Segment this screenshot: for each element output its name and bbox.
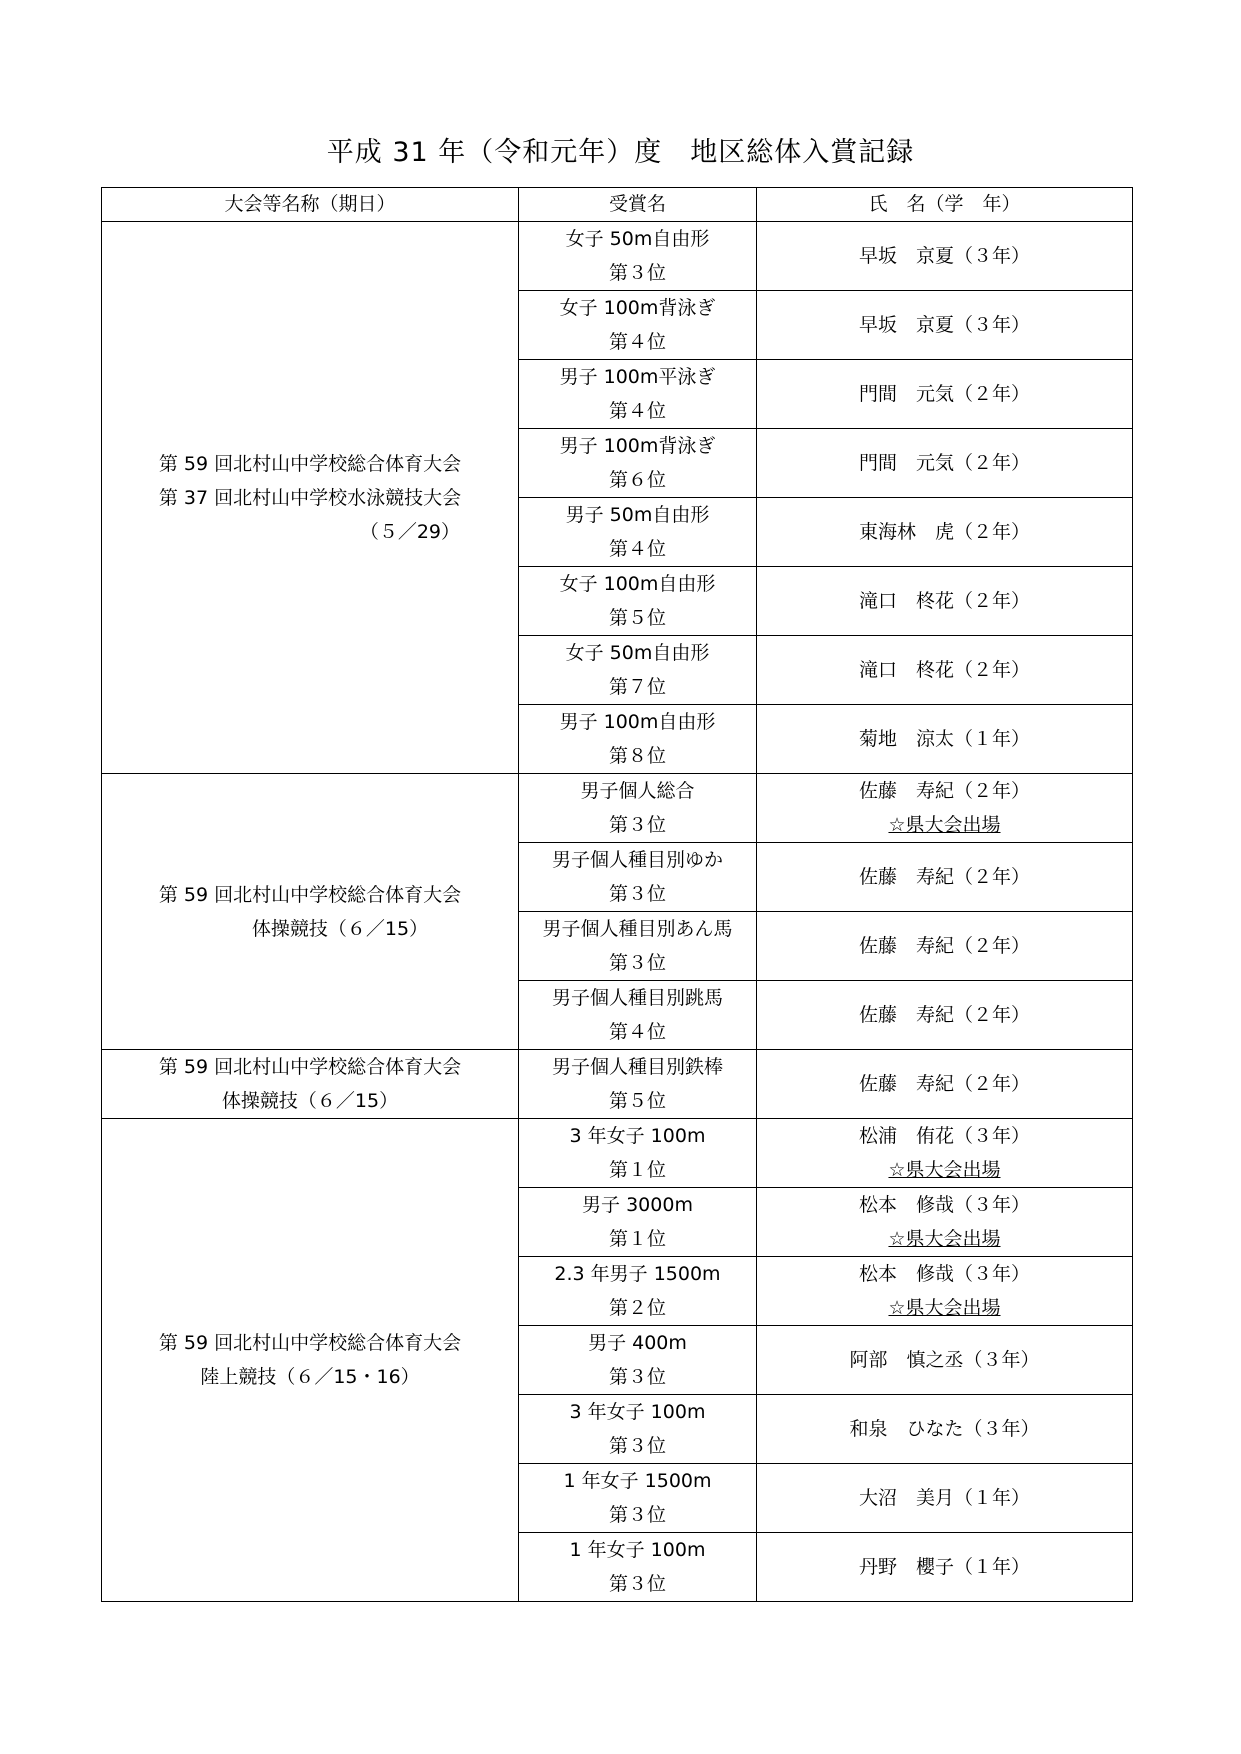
name-cell	[757, 1395, 1133, 1464]
award-rank: 第５位	[608, 607, 666, 629]
name-cell	[757, 705, 1133, 774]
award-event: 男子個人総合	[580, 780, 695, 802]
awards-table	[101, 187, 1133, 1602]
name-cell	[757, 774, 1133, 843]
award-event: 1 年女子 1500m	[563, 1470, 712, 1492]
award-rank: 第３位	[608, 1435, 666, 1457]
student-name: 門間 元気（２年）	[858, 383, 1030, 405]
student-name: 松浦 侑花（３年）	[858, 1125, 1030, 1147]
header-award: 受賞名	[519, 188, 757, 222]
table-row	[102, 1119, 1133, 1188]
name-cell	[757, 636, 1133, 705]
student-name: 松本 修哉（３年）	[858, 1263, 1030, 1285]
name-cell	[757, 1533, 1133, 1602]
award-cell	[519, 222, 757, 291]
student-name: 早坂 京夏（３年）	[858, 314, 1030, 336]
student-name: 佐藤 寿紀（２年）	[858, 1004, 1030, 1026]
award-event: 2.3 年男子 1500m	[554, 1263, 721, 1285]
award-cell	[519, 636, 757, 705]
table-row	[102, 222, 1133, 291]
award-event: 女子 100m自由形	[559, 573, 716, 595]
award-rank: 第４位	[608, 1021, 666, 1043]
table-row	[102, 1050, 1133, 1119]
name-cell	[757, 222, 1133, 291]
event-line: 第 59 回北村山中学校総合体育大会	[158, 1056, 462, 1078]
event-line: 体操競技（６／15）	[221, 1090, 399, 1112]
name-cell	[757, 1326, 1133, 1395]
name-cell	[757, 567, 1133, 636]
award-event: 女子 100m背泳ぎ	[559, 297, 716, 319]
award-cell	[519, 498, 757, 567]
award-cell	[519, 291, 757, 360]
award-event: 3 年女子 100m	[569, 1125, 706, 1147]
event-line: 第 59 回北村山中学校総合体育大会	[158, 883, 462, 906]
award-event: 男子 400m	[588, 1332, 687, 1354]
award-rank: 第３位	[608, 1573, 666, 1595]
award-event: 男子 100m自由形	[559, 711, 716, 733]
award-cell	[519, 1257, 757, 1326]
award-rank: 第１位	[608, 1159, 666, 1181]
award-rank: 第３位	[608, 1504, 666, 1526]
award-cell	[519, 1119, 757, 1188]
award-cell	[519, 912, 757, 981]
award-cell	[519, 1533, 757, 1602]
prefecture-qualifier-note: ☆県大会出場	[888, 1228, 1001, 1250]
name-cell	[757, 1188, 1133, 1257]
student-name: 滝口 柊花（２年）	[858, 590, 1030, 612]
student-name: 阿部 慎之丞（３年）	[849, 1349, 1040, 1371]
award-cell	[519, 429, 757, 498]
award-event: 男子 50m自由形	[565, 504, 710, 526]
award-rank: 第２位	[608, 1297, 666, 1319]
event-date: （５／29）	[359, 520, 460, 543]
award-rank: 第１位	[608, 1228, 666, 1250]
table-header-row	[102, 188, 1133, 222]
name-cell	[757, 981, 1133, 1050]
student-name: 佐藤 寿紀（２年）	[858, 866, 1030, 888]
award-rank: 第３位	[608, 952, 666, 974]
award-rank: 第３位	[608, 1366, 666, 1388]
award-rank: 第３位	[608, 262, 666, 284]
student-name: 大沼 美月（１年）	[858, 1487, 1030, 1509]
award-rank: 第８位	[608, 745, 666, 767]
award-event: 男子個人種目別あん馬	[542, 918, 733, 940]
student-name: 松本 修哉（３年）	[858, 1194, 1030, 1216]
event-line: 体操競技（６／15）	[251, 917, 429, 940]
award-cell	[519, 705, 757, 774]
award-cell	[519, 1050, 757, 1119]
name-cell	[757, 429, 1133, 498]
award-event: 男子 3000m	[582, 1194, 693, 1216]
name-cell	[757, 498, 1133, 567]
name-cell	[757, 843, 1133, 912]
award-event: 1 年女子 100m	[569, 1539, 706, 1561]
event-cell-swimming	[102, 222, 519, 774]
award-rank: 第３位	[608, 814, 666, 836]
award-cell	[519, 567, 757, 636]
header-event: 大会等名称（期日）	[102, 188, 519, 222]
name-cell	[757, 360, 1133, 429]
student-name: 丹野 櫻子（１年）	[858, 1556, 1030, 1578]
award-cell	[519, 843, 757, 912]
event-line: 第 59 回北村山中学校総合体育大会	[158, 1332, 462, 1354]
student-name: 東海林 虎（２年）	[858, 521, 1030, 543]
award-rank: 第４位	[608, 331, 666, 353]
award-rank: 第４位	[608, 400, 666, 422]
award-event: 男子 100m平泳ぎ	[559, 366, 716, 388]
student-name: 菊地 涼太（１年）	[858, 728, 1030, 750]
event-cell-gymnastics-bar	[102, 1050, 519, 1119]
award-event: 男子個人種目別跳馬	[551, 987, 723, 1009]
award-event: 3 年女子 100m	[569, 1401, 706, 1423]
award-rank: 第７位	[608, 676, 666, 698]
award-cell	[519, 1326, 757, 1395]
student-name: 門間 元気（２年）	[858, 452, 1030, 474]
event-cell-athletics	[102, 1119, 519, 1602]
award-rank: 第４位	[608, 538, 666, 560]
name-cell	[757, 1257, 1133, 1326]
award-cell	[519, 1188, 757, 1257]
header-name: 氏 名（学 年）	[757, 188, 1133, 222]
name-cell	[757, 1119, 1133, 1188]
name-cell	[757, 912, 1133, 981]
student-name: 佐藤 寿紀（２年）	[858, 935, 1030, 957]
student-name: 佐藤 寿紀（２年）	[858, 780, 1030, 802]
student-name: 早坂 京夏（３年）	[858, 245, 1030, 267]
name-cell	[757, 291, 1133, 360]
table-row	[102, 774, 1133, 843]
award-event: 男子個人種目別鉄棒	[551, 1056, 723, 1078]
student-name: 佐藤 寿紀（２年）	[858, 1073, 1030, 1095]
award-event: 男子 100m背泳ぎ	[559, 435, 716, 457]
event-line: 第 59 回北村山中学校総合体育大会	[158, 452, 462, 475]
award-cell	[519, 774, 757, 843]
award-cell	[519, 1395, 757, 1464]
student-name: 滝口 柊花（２年）	[858, 659, 1030, 681]
student-name: 和泉 ひなた（３年）	[849, 1418, 1040, 1440]
award-rank: 第３位	[608, 883, 666, 905]
event-cell-gymnastics	[102, 774, 519, 1050]
award-cell	[519, 981, 757, 1050]
prefecture-qualifier-note: ☆県大会出場	[888, 1159, 1001, 1181]
award-event: 女子 50m自由形	[565, 228, 710, 250]
prefecture-qualifier-note: ☆県大会出場	[888, 814, 1001, 836]
award-event: 男子個人種目別ゆか	[551, 849, 723, 871]
page-title: 平成 31 年（令和元年）度 地区総体入賞記録	[326, 137, 915, 168]
event-line: 陸上競技（６／15・16）	[200, 1366, 420, 1388]
award-rank: 第５位	[608, 1090, 666, 1112]
event-line: 第 37 回北村山中学校水泳競技大会	[158, 486, 462, 509]
award-rank: 第６位	[608, 469, 666, 491]
award-cell	[519, 1464, 757, 1533]
name-cell	[757, 1464, 1133, 1533]
award-cell	[519, 360, 757, 429]
award-event: 女子 50m自由形	[565, 642, 710, 664]
name-cell	[757, 1050, 1133, 1119]
prefecture-qualifier-note: ☆県大会出場	[888, 1297, 1001, 1319]
